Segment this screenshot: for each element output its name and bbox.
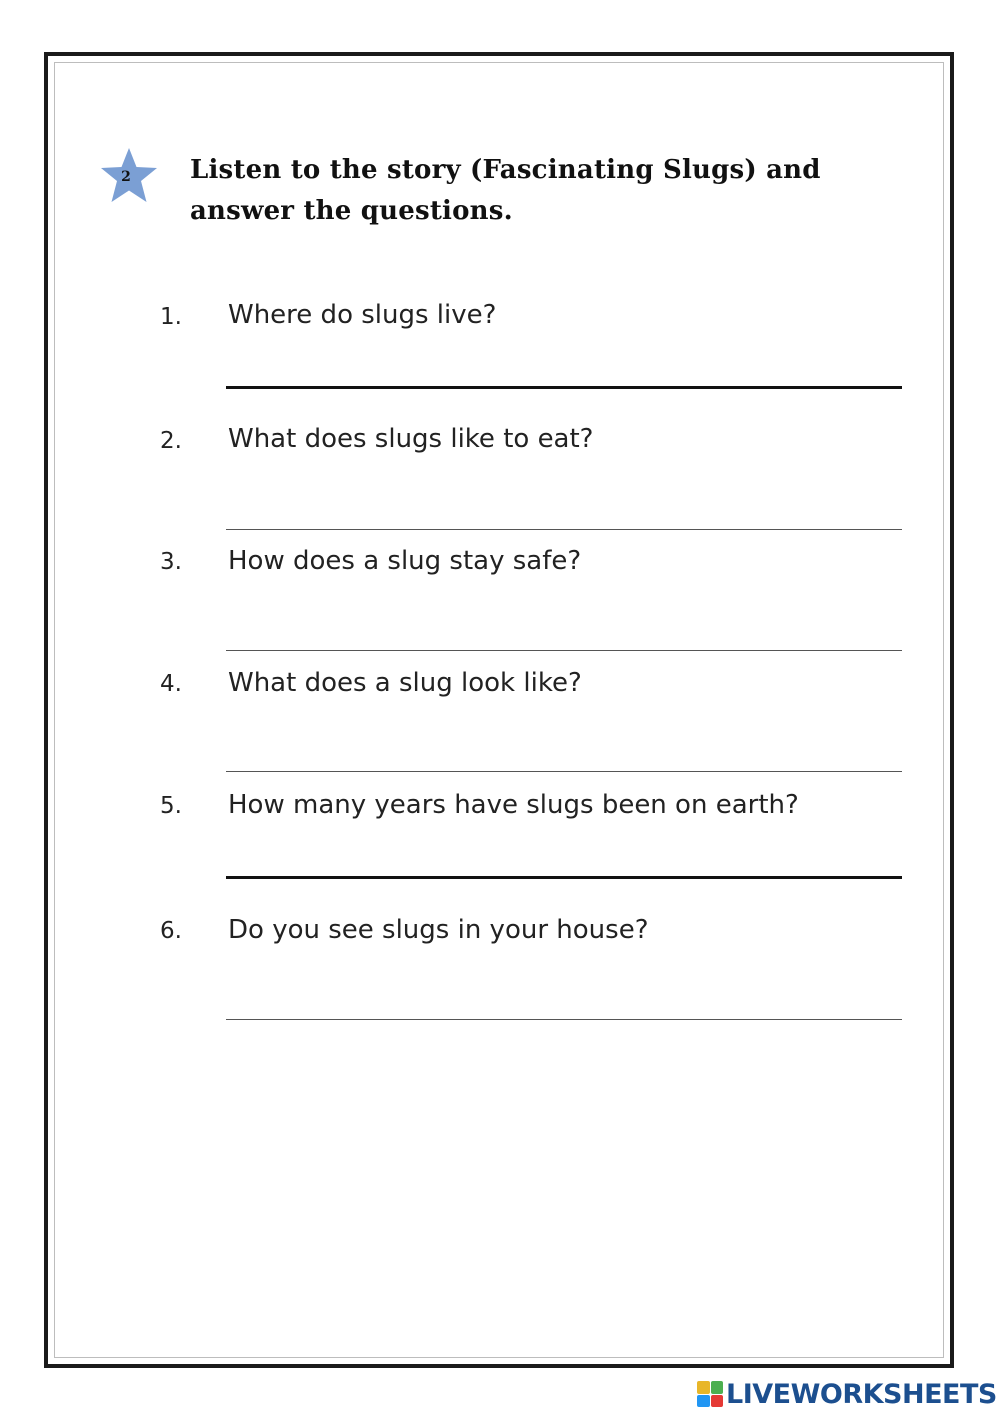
page-inner-border	[54, 62, 944, 1358]
badge-number: 2	[121, 169, 131, 185]
question-number: 4.	[160, 671, 182, 697]
logo-mark-icon	[697, 1381, 723, 1407]
answer-line-4[interactable]	[226, 771, 902, 772]
answer-line-1[interactable]	[226, 386, 902, 389]
question-text: Do you see slugs in your house?	[228, 915, 649, 945]
question-number: 6.	[160, 918, 182, 944]
question-number: 2.	[160, 428, 182, 454]
page-border	[44, 52, 954, 1368]
question-text: Where do slugs live?	[228, 300, 497, 330]
answer-line-2[interactable]	[226, 529, 902, 530]
liveworksheets-logo[interactable]	[697, 1378, 997, 1410]
logo-square	[697, 1381, 710, 1394]
question-text: What does slugs like to eat?	[228, 424, 594, 454]
star-badge-icon	[98, 146, 160, 204]
question-number: 1.	[160, 304, 182, 330]
question-text: How many years have slugs been on earth?	[228, 790, 799, 820]
question-number: 3.	[160, 549, 182, 575]
answer-line-3[interactable]	[226, 650, 902, 651]
logo-text: LIVEWORKSHEETS	[726, 1378, 997, 1410]
instruction-heading: Listen to the story (Fascinating Slugs) and answer the questions.	[190, 155, 821, 226]
question-number: 5.	[160, 793, 182, 819]
answer-line-5[interactable]	[226, 876, 902, 879]
logo-square	[711, 1395, 724, 1408]
question-text: How does a slug stay safe?	[228, 546, 582, 576]
logo-square	[697, 1395, 710, 1408]
logo-square	[711, 1381, 724, 1394]
answer-line-6[interactable]	[226, 1019, 902, 1020]
question-text: What does a slug look like?	[228, 668, 582, 698]
